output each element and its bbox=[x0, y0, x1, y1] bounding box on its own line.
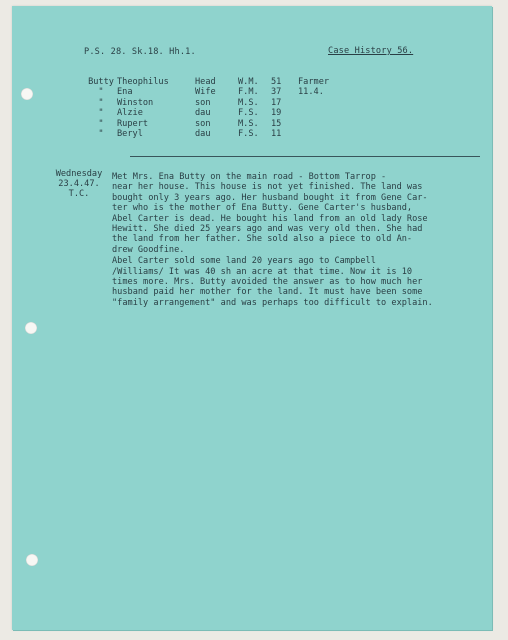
household-row bbox=[85, 108, 348, 118]
household-occupation bbox=[298, 119, 348, 129]
household-condition: M.S. bbox=[238, 118, 259, 129]
household-given-name: Alzie bbox=[117, 108, 143, 119]
household-age: 19 bbox=[271, 108, 282, 119]
household-relation: son bbox=[195, 118, 211, 129]
household-condition: F.M. bbox=[238, 87, 259, 98]
household-age: 15 bbox=[271, 118, 282, 129]
reference-code: P.S. 28. Sk.18. Hh.1. bbox=[84, 47, 196, 57]
household-occupation: Farmer bbox=[298, 77, 330, 87]
narrative-line: near her house. This house is not yet finished. The land was bbox=[112, 182, 423, 193]
household-occupation bbox=[298, 98, 348, 108]
case-history-title: Case History 56. bbox=[328, 46, 414, 56]
household-given-name: Rupert bbox=[117, 118, 149, 129]
narrative-line: bought only 3 years ago. Her husband bought it from Gene Car- bbox=[112, 192, 428, 203]
narrative-line: /Williams/ It was 40 sh an acre at that time. Now it is 10 bbox=[112, 266, 413, 277]
household-row bbox=[85, 77, 348, 87]
entry-weekday: Wednesday bbox=[55, 169, 103, 179]
household-age: 37 bbox=[271, 87, 282, 98]
narrative-line: Met Mrs. Ena Butty on the main road - Bottom Tarrop - bbox=[112, 172, 387, 182]
punch-hole-top bbox=[21, 88, 33, 100]
narrative-line: times more. Mrs. Butty avoided the answer as to how much her bbox=[112, 277, 423, 288]
narrative-line: Hewitt. She died 25 years ago and was very old then. She had bbox=[112, 224, 423, 235]
household-surname: " bbox=[98, 118, 104, 129]
household-condition: W.M. bbox=[238, 77, 259, 87]
household-relation: dau bbox=[195, 108, 211, 119]
household-condition: F.S. bbox=[238, 129, 259, 140]
household-condition: F.S. bbox=[238, 108, 259, 119]
household-occupation: 11.4. bbox=[298, 87, 324, 98]
household-age: 51 bbox=[271, 77, 282, 87]
household-row bbox=[85, 98, 348, 108]
entry-date-value: 23.4.47. bbox=[58, 179, 100, 189]
divider-rule bbox=[130, 156, 480, 157]
household-relation: dau bbox=[195, 129, 211, 140]
narrative-line: ter who is the mother of Ena Butty. Gene Carter's husband, bbox=[112, 203, 413, 214]
household-surname: " bbox=[98, 108, 104, 119]
narrative-line: Abel Carter sold some land 20 years ago to Campbell bbox=[112, 256, 376, 267]
narrative-line: the land from her father. She sold also a piece to old An- bbox=[112, 234, 413, 245]
household-table bbox=[85, 77, 348, 139]
household-given-name: Winston bbox=[117, 97, 154, 108]
household-surname: " bbox=[98, 97, 104, 108]
household-condition: M.S. bbox=[238, 97, 259, 108]
household-age: 17 bbox=[271, 97, 282, 108]
household-given-name: Beryl bbox=[117, 129, 143, 140]
household-occupation bbox=[298, 108, 348, 118]
household-surname: Butty bbox=[88, 77, 114, 87]
narrative-line: "family arrangement" and was perhaps too difficult to explain. bbox=[112, 297, 433, 308]
household-row bbox=[85, 129, 348, 139]
household-surname: " bbox=[98, 129, 104, 140]
document-page bbox=[12, 6, 492, 630]
entry-initials: T.C. bbox=[68, 189, 90, 199]
household-relation: son bbox=[195, 97, 211, 108]
household-occupation bbox=[298, 129, 348, 139]
narrative-paragraph-1 bbox=[112, 172, 482, 255]
narrative-line: Abel Carter is dead. He bought his land from an old lady Rose bbox=[112, 213, 428, 224]
household-given-name: Theophilus bbox=[117, 77, 169, 87]
narrative-paragraph-2 bbox=[112, 256, 482, 308]
narrative-line: husband paid her mother for the land. It must have been some bbox=[112, 287, 423, 298]
household-relation: Head bbox=[195, 77, 216, 87]
household-row bbox=[85, 119, 348, 129]
entry-date bbox=[49, 169, 109, 199]
household-relation: Wife bbox=[195, 87, 216, 98]
narrative-line: drew Goodfine. bbox=[112, 244, 185, 255]
punch-hole-bottom bbox=[26, 554, 38, 566]
household-age: 11 bbox=[271, 129, 282, 140]
household-surname: " bbox=[98, 87, 104, 98]
punch-hole-middle bbox=[25, 322, 37, 334]
household-given-name: Ena bbox=[117, 87, 133, 98]
household-row bbox=[85, 87, 348, 97]
narrative-text bbox=[112, 172, 482, 308]
